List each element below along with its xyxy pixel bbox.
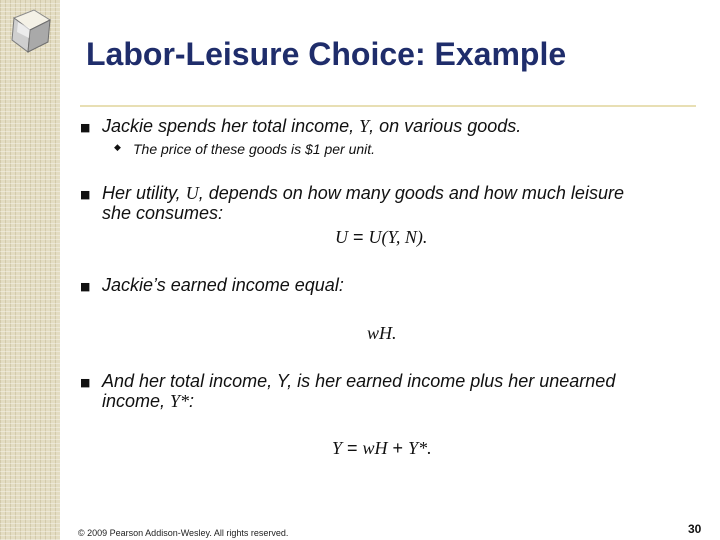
bullet-4-line-2 xyxy=(102,391,194,411)
bullet-2-text-a: Her utility, xyxy=(102,183,186,203)
bullet-1 xyxy=(102,116,521,136)
copyright-footer: © 2009 Pearson Addison-Wesley. All rights reserved. xyxy=(78,528,289,538)
earned-income-equation: wH. xyxy=(367,323,397,343)
eq3-mid: wH xyxy=(362,438,388,458)
bullet-4-var: Y* xyxy=(170,391,190,411)
decorative-sidebar xyxy=(0,0,60,540)
bullet-2-line-2: she consumes: xyxy=(102,203,224,223)
eq3-lhs: Y xyxy=(332,438,343,458)
bullet-2-line-1 xyxy=(102,183,624,203)
bullet-4-text-a: income, xyxy=(102,391,171,411)
bullet-4-line-1: And her total income, Y, is her earned income plus her unearned xyxy=(102,371,616,391)
bullet-1-text-a: Jackie spends her total income, xyxy=(102,116,360,136)
eq3-plus: + xyxy=(387,438,409,458)
bullet-3: Jackie’s earned income equal: xyxy=(102,275,344,295)
bullet-1-var: Y xyxy=(359,116,370,136)
glass-cube-icon xyxy=(4,4,56,56)
eq1-equals: = xyxy=(348,227,369,247)
total-income-equation xyxy=(332,438,432,459)
bullet-marker-4: ■ xyxy=(80,376,91,389)
eq1-rhs: U(Y, N). xyxy=(368,227,428,247)
sub-bullet-marker: ◆ xyxy=(114,143,121,153)
eq1-lhs: U xyxy=(335,227,348,247)
bullet-marker-3: ■ xyxy=(80,280,91,293)
bullet-marker-2: ■ xyxy=(80,188,91,201)
eq3-equals: = xyxy=(342,438,363,458)
eq3-rhs: Y*. xyxy=(408,438,432,458)
sub-bullet-1: The price of these goods is $1 per unit. xyxy=(133,141,376,157)
bullet-4-text-b: : xyxy=(189,391,195,411)
bullet-2-text-b: , depends on how many goods and how much leisure xyxy=(198,183,624,203)
bullet-2-var: U xyxy=(185,183,199,203)
page-number: 30 xyxy=(688,522,702,536)
utility-equation xyxy=(335,227,427,248)
bullet-marker-1: ■ xyxy=(80,121,91,134)
title-divider xyxy=(80,105,696,107)
slide-title: Labor-Leisure Choice: Example xyxy=(86,36,567,72)
bullet-1-text-b: , on various goods. xyxy=(369,116,522,136)
